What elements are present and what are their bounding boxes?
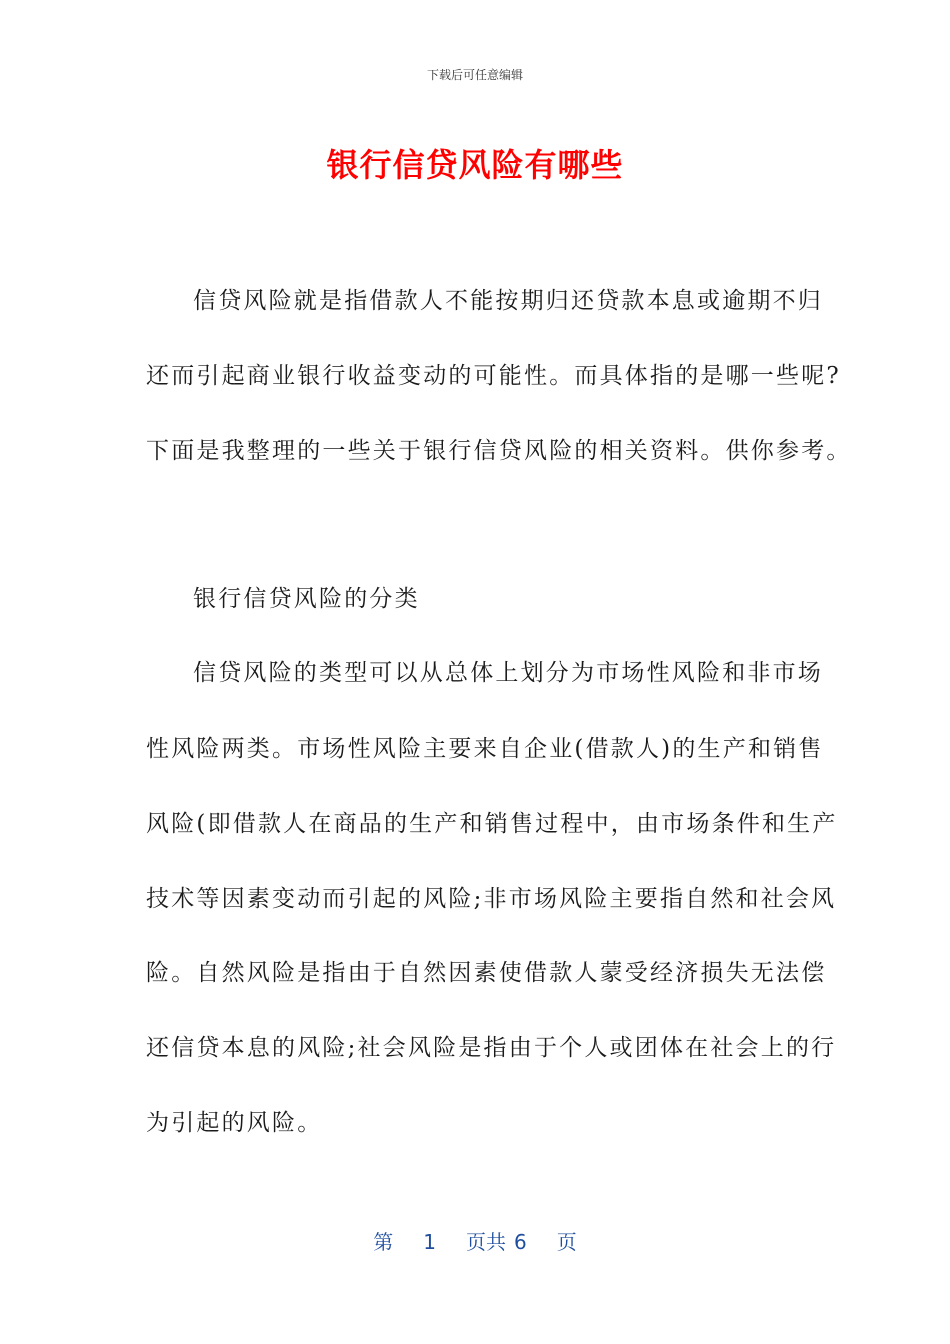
paragraph-2-line-4: 技术等因素变动而引起的风险;非市场风险主要指自然和社会风 — [146, 886, 837, 912]
footer-current-page: 1 — [423, 1230, 436, 1254]
footer-total-pages: 6 — [514, 1230, 527, 1254]
paragraph-1-line-2: 还而引起商业银行收益变动的可能性。而具体指的是哪一些呢? — [146, 363, 841, 389]
page-footer — [0, 1226, 950, 1255]
header-note: 下载后可任意编辑 — [426, 68, 523, 82]
footer-page-prefix: 第 — [373, 1230, 394, 1254]
paragraph-1-line-1: 信贷风险就是指借款人不能按期归还贷款本息或逾期不归 — [193, 288, 823, 314]
paragraph-1-line-3: 下面是我整理的一些关于银行信贷风险的相关资料。供你参考。 — [146, 438, 852, 464]
section-heading: 银行信贷风险的分类 — [193, 586, 420, 612]
paragraph-2-line-2: 性风险两类。市场性风险主要来自企业(借款人)的生产和销售 — [146, 736, 824, 762]
paragraph-2-line-7: 为引起的风险。 — [146, 1110, 323, 1136]
document-title: 银行信贷风险有哪些 — [326, 146, 624, 184]
footer-page-mid: 页共 — [466, 1230, 506, 1254]
paragraph-2-line-1: 信贷风险的类型可以从总体上划分为市场性风险和非市场 — [193, 660, 823, 686]
footer-page-suffix: 页 — [556, 1230, 577, 1254]
paragraph-2-line-6: 还信贷本息的风险;社会风险是指由于个人或团体在社会上的行 — [146, 1035, 837, 1061]
paragraph-2-line-5: 险。自然风险是指由于自然因素使借款人蒙受经济损失无法偿 — [146, 960, 827, 986]
paragraph-2-line-3: 风险(即借款人在商品的生产和销售过程中，由市场条件和生产 — [146, 811, 838, 837]
